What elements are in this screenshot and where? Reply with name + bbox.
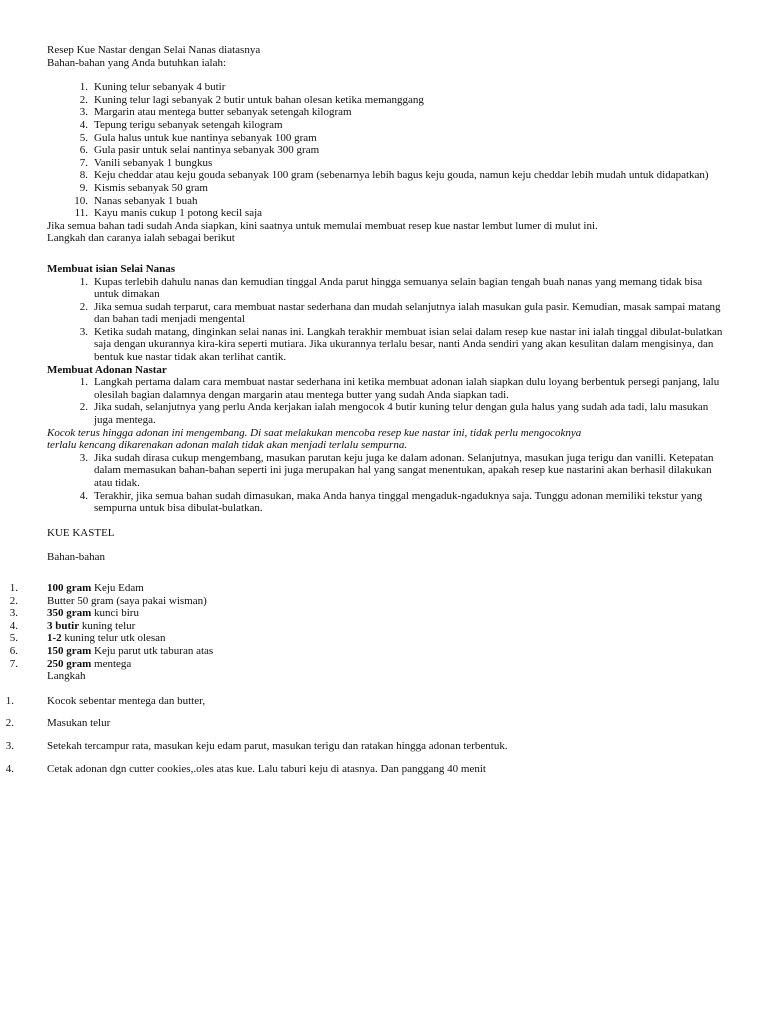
list-text: Langkah pertama dalam cara membuat nastar sederhana ini ketika membuat adonan ialah siapkan dulu loyang berbentuk persegi panjang, lalu olesilah bagian dalamnya dengan margarin atau mentega butter yang sudah Anda siapkan tadi. [94, 376, 720, 401]
list-item [9, 594, 728, 608]
doc-subtitle: Bahan-bahan yang Anda butuhkan ialah: [47, 56, 227, 69]
list-number: 4. [9, 619, 18, 632]
list-item [79, 275, 728, 301]
ingredients-list [74, 81, 728, 220]
list-number: 6. [79, 144, 88, 157]
list-item [9, 581, 728, 595]
list-item [5, 717, 728, 730]
list-text: Kocok sebentar mentega dan butter, [47, 694, 206, 707]
list-item [79, 169, 728, 182]
list-number: 11. [74, 207, 88, 220]
list-item [9, 657, 728, 671]
list-item [79, 118, 728, 132]
list-item [79, 156, 728, 170]
paragraph-ready: Jika semua bahan tadi sudah Anda siapkan, kini saatnya untuk memulai membuat resep kue nastar lembut lumer di mulut ini. [47, 219, 598, 232]
list-item [79, 451, 728, 490]
list-text: Tepung terigu sebanyak setengah kilogram [94, 118, 283, 131]
kastel-ingredients-list [9, 581, 728, 670]
list-number: 5. [79, 131, 88, 144]
list-item [9, 644, 728, 658]
list-number: 6. [9, 644, 18, 657]
paragraph-steps-intro: Langkah dan caranya ialah sebagai berikut [47, 232, 235, 245]
spacer [47, 539, 728, 551]
list-number: 3. [79, 106, 88, 119]
list-text: Keju cheddar atau keju gouda sebanyak 100 gram (sebenarnya lebih bagus keju gouda, namun keju cheddar lebih mudah untuk didapatkan) [94, 169, 709, 182]
list-item [79, 144, 728, 157]
ingredient-name: kuning telur utk olesan [61, 632, 166, 645]
list-text: Masukan telur [47, 717, 111, 730]
list-text: Kismis sebanyak 50 gram [94, 181, 208, 194]
spacer [47, 69, 728, 81]
list-number: 3. [79, 325, 88, 338]
ingredient-amount: 1-2 [47, 632, 62, 645]
kastel-subtitle: Bahan-bahan [47, 551, 106, 564]
list-item [79, 181, 728, 195]
list-item [79, 376, 728, 401]
list-number: 3. [9, 607, 18, 620]
ingredient-amount: 3 butir [47, 619, 80, 632]
list-text: Kuning telur lagi sebanyak 2 butir untuk bahan olesan ketika memanggang [94, 93, 424, 106]
kastel-title: KUE KASTEL [47, 526, 115, 539]
list-item [79, 325, 728, 364]
list-text: Kuning telur sebanyak 4 butir [94, 81, 226, 94]
list-number: 3. [79, 451, 88, 464]
list-text: Gula halus untuk kue nantinya sebanyak 100 gram [94, 131, 317, 144]
spacer [47, 515, 728, 527]
list-text: Margarin atau mentega butter sebanyak setengah kilogram [94, 106, 352, 119]
list-text: Setekah tercampur rata, masukan keju edam parut, masukan terigu dan ratakan hingga adonan terbentuk. [47, 739, 508, 752]
list-number: 1. [79, 376, 88, 389]
list-text: Nanas sebanyak 1 buah [94, 194, 198, 207]
langkah-label: Langkah [47, 670, 86, 683]
list-number: 2. [79, 401, 88, 414]
list-number: 1. [5, 694, 14, 707]
list-number: 7. [79, 156, 88, 169]
list-item [79, 81, 728, 94]
ingredient-amount: 250 gram [47, 657, 92, 670]
list-item [9, 607, 728, 620]
list-number: 1. [9, 581, 18, 594]
ingredient-name: kuning telur [79, 619, 136, 632]
list-text: Jika sudah, selanjutnya yang perlu Anda kerjakan ialah mengocok 4 butir kuning telur dengan gula halus yang sudah ada tadi, lalu masukan juga mentega. [94, 401, 709, 427]
list-text: Gula pasir untuk selai nantinya sebanyak 300 gram [94, 144, 320, 157]
list-number: 2. [79, 300, 88, 313]
list-number: 5. [9, 632, 18, 645]
list-item [79, 489, 728, 515]
kastel-steps-list [5, 694, 728, 775]
list-text: Cetak adonan dgn cutter cookies,.oles atas kue. Lalu taburi keju di atasnya. Dan panggang 40 menit [47, 762, 486, 775]
spacer [47, 564, 728, 582]
section-heading-selai: Membuat isian Selai Nanas [47, 262, 176, 275]
spacer [47, 245, 728, 263]
list-item [5, 694, 728, 708]
ingredient-name: kunci biru [91, 607, 139, 620]
list-number: 2. [5, 717, 14, 730]
list-item [9, 632, 728, 645]
list-text: Jika sudah dirasa cukup mengembang, masukan parutan keju juga ke dalam adonan. Selanjutnya, masukan juga terigu dan vanilli. Ketepatan dalam memasukan bahan-bahan seperti ini juga merupakan hal yang sangat menentukan, apakah resep kue nastarini akan berhasil dilakukan atau tidak. [94, 451, 714, 489]
ingredient-name: Keju parut utk taburan atas [91, 644, 214, 657]
list-number: 4. [79, 489, 88, 502]
adonan-steps-list-b [79, 451, 728, 515]
list-number: 4. [79, 118, 88, 131]
list-text: Vanili sebanyak 1 bungkus [94, 156, 213, 169]
list-number: 4. [5, 762, 14, 775]
list-number: 3. [5, 739, 14, 752]
ingredient-amount: 100 gram [47, 581, 92, 594]
list-item [5, 762, 728, 776]
list-item [79, 300, 728, 326]
italic-note-line-1: Kocok terus hingga adonan ini mengembang. Di saat melakukan mencoba resep kue nastar ini, tidak perlu mengocoknya [47, 426, 582, 439]
list-number: 8. [79, 169, 88, 182]
list-text: Terakhir, jika semua bahan sudah dimasukan, maka Anda hanya tinggal mengaduk-ngaduknya saja. Tunggu adonan memiliki tekstur yang sempurna untuk bisa dibulat-bulatkan. [94, 489, 703, 515]
list-number: 9. [79, 181, 88, 194]
doc-title: Resep Kue Nastar dengan Selai Nanas diatasnya [47, 44, 261, 56]
list-number: 1. [79, 81, 88, 94]
list-item [79, 93, 728, 107]
list-number: 10. [74, 194, 88, 207]
list-text: Kupas terlebih dahulu nanas dan kemudian tinggal Anda parut hingga semuanya selain bagian tengah buah nanas yang memang tidak bisa untuk dimakan [94, 275, 703, 301]
list-item [79, 401, 728, 427]
section-heading-adonan: Membuat Adonan Nastar [47, 363, 167, 376]
ingredient-name: Butter 50 gram (saya pakai wisman) [47, 594, 207, 607]
ingredient-amount: 350 gram [47, 607, 92, 620]
list-item [79, 131, 728, 145]
list-item [74, 207, 728, 220]
list-text: Kayu manis cukup 1 potong kecil saja [94, 207, 263, 220]
italic-note-line-2: terlalu kencang dikarenakan adonan malah tidak akan menjadi terlalu sempurna. [47, 439, 408, 452]
ingredient-amount: 150 gram [47, 644, 92, 657]
list-number: 2. [79, 93, 88, 106]
list-item [74, 194, 728, 208]
selai-steps-list [79, 275, 728, 364]
list-item [5, 739, 728, 753]
list-item [79, 106, 728, 119]
list-number: 2. [9, 594, 18, 607]
list-number: 7. [9, 657, 18, 670]
list-item [9, 619, 728, 633]
spacer [47, 683, 728, 695]
list-text: Jika semua sudah terparut, cara membuat nastar sederhana dan mudah selanjutnya ialah masukan gula pasir. Kemudian, masak sampai matang dan bahan tadi menjadi mengental [94, 300, 721, 326]
list-number: 1. [79, 275, 88, 288]
adonan-steps-list-a [79, 376, 728, 427]
ingredient-name: Keju Edam [91, 581, 144, 594]
ingredient-name: mentega [91, 657, 132, 670]
list-text: Ketika sudah matang, dinginkan selai nanas ini. Langkah terakhir membuat isian selai dalam resep kue nastar ini ialah tinggal dibulat-bulatkan saja dengan ukurannya kira-kira seperti mutiara. Jika ukurannya terlalu besar, nanti Anda sendiri yang akan kesulitan dalam mengisinya, dan bentuk kue nastar tidak akan terlihat cantik. [94, 325, 723, 364]
